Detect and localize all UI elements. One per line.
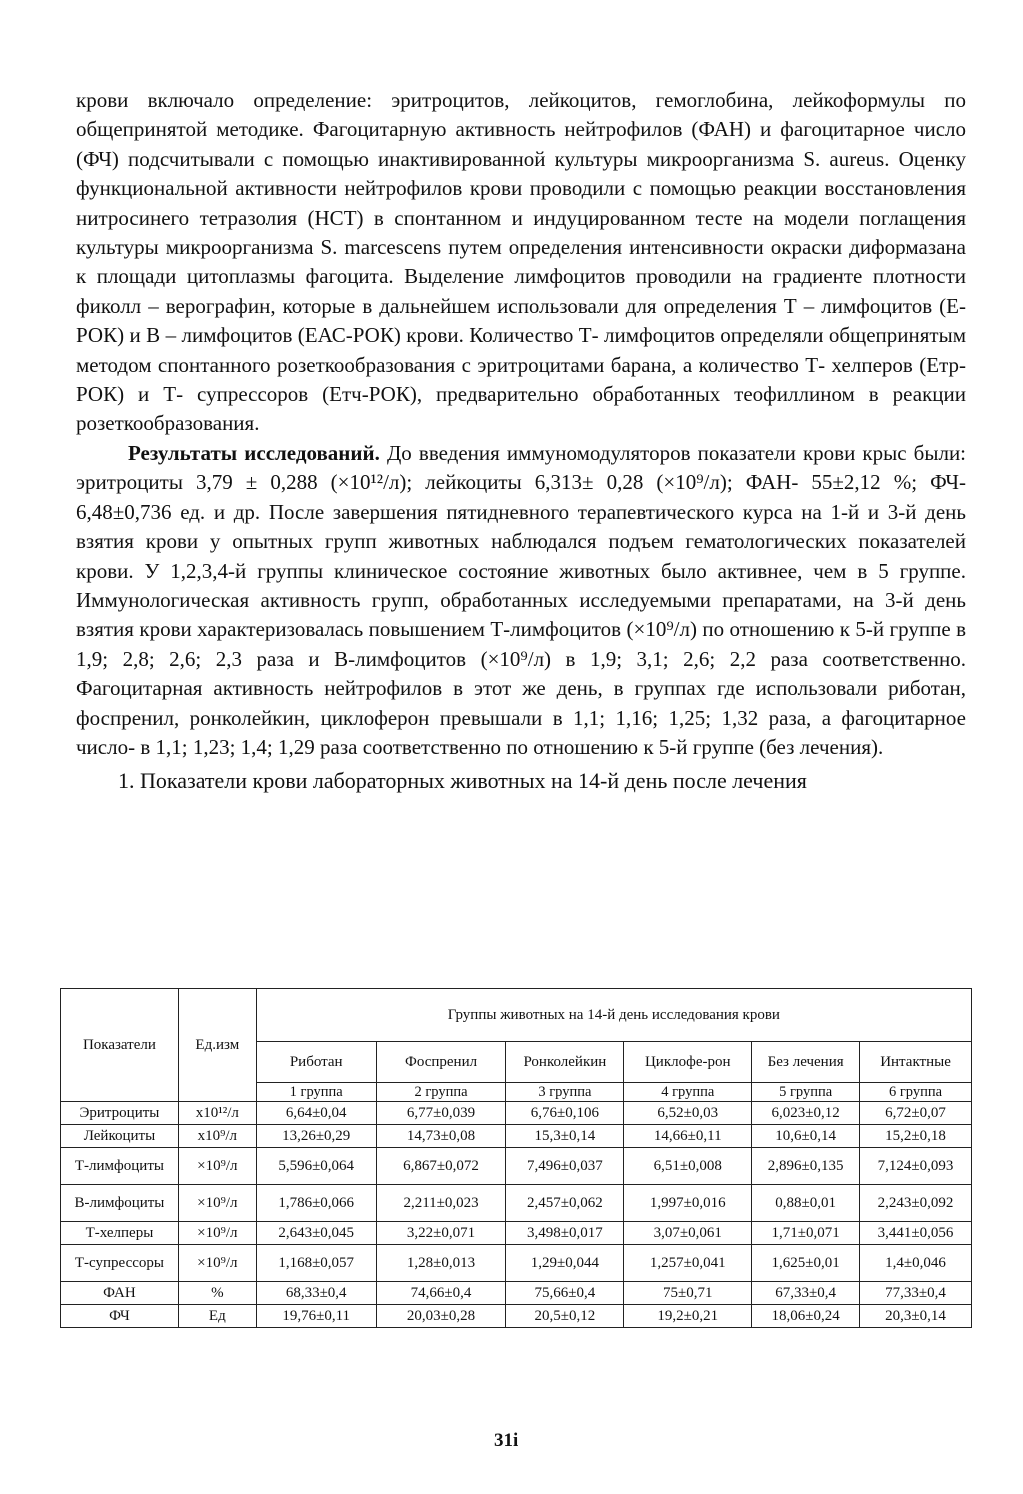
- row-value: 3,441±0,056: [860, 1222, 972, 1245]
- row-value: 1,786±0,066: [256, 1185, 376, 1222]
- row-value: 20,5±0,12: [506, 1305, 624, 1328]
- row-param: Т-хелперы: [61, 1222, 179, 1245]
- group-name: Циклофе-рон: [624, 1042, 752, 1083]
- row-value: 19,76±0,11: [256, 1305, 376, 1328]
- row-value: 3,22±0,071: [376, 1222, 506, 1245]
- group-number: 6 группа: [860, 1083, 972, 1102]
- row-value: 14,73±0,08: [376, 1125, 506, 1148]
- results-text: До введения иммуномодуляторов показатели крови крыс были: эритроциты 3,79 ± 0,288 (×10¹²/л); лейкоциты 6,313± 0,28 (×10⁹/л); ФАН- 55±2,12 %; ФЧ- 6,48±0,736 ед. и др. После завершения пятидневного терапевтического курса на 1-й и 3-й день взятия крови у опытных групп животных наблюдался подъем гематологических показателей крови. У 1,2,3,4-й группы клиническое состояние животных было активнее, чем в 5 группе. Иммунологическая активность групп, обработанных исследуемыми препаратами, на 3-й день взятия крови характеризовалась повышением Т-лимфоцитов (×10⁹/л) по отношению к 5-й группе в 1,9; 2,8; 2,6; 2,3 раза и В-лимфоцитов (×10⁹/л) в 1,9; 3,1; 2,6; 2,2 раза соответственно. Фагоцитарная активность нейтрофилов в этот же день, в группах где использовали риботан, фоспренил, ронколейкин, циклоферон превышали в 1,1; 1,16; 1,25; 1,32 раза, а фагоцитарное число- в 1,1; 1,23; 1,4; 1,29 раза соответственно по отношению к 5-й группе (без лечения).: [76, 440, 967, 759]
- table-row: [61, 1185, 972, 1222]
- row-value: 74,66±0,4: [376, 1282, 506, 1305]
- row-param: Т-супрессоры: [61, 1245, 179, 1282]
- row-value: 75±0,71: [624, 1282, 752, 1305]
- row-value: 6,64±0,04: [256, 1102, 376, 1125]
- row-value: 6,77±0,039: [376, 1102, 506, 1125]
- row-unit: ×10⁹/л: [178, 1148, 256, 1185]
- row-value: 75,66±0,4: [506, 1282, 624, 1305]
- row-value: 15,2±0,18: [860, 1125, 972, 1148]
- group-name: Ронколейкин: [506, 1042, 624, 1083]
- results-heading: Результаты исследований.: [128, 440, 380, 465]
- row-value: 2,211±0,023: [376, 1185, 506, 1222]
- row-value: 1,4±0,046: [860, 1245, 972, 1282]
- row-param: Эритроциты: [61, 1102, 179, 1125]
- row-value: 1,625±0,01: [752, 1245, 860, 1282]
- row-value: 1,168±0,057: [256, 1245, 376, 1282]
- group-number: 5 группа: [752, 1083, 860, 1102]
- row-value: 7,124±0,093: [860, 1148, 972, 1185]
- group-name: Без лечения: [752, 1042, 860, 1083]
- row-value: 3,07±0,061: [624, 1222, 752, 1245]
- methods-paragraph: крови включало определение: эритроцитов, лейкоцитов, гемоглобина, лейкоформулы по общепринятой методике. Фагоцитарную активность нейтрофилов (ФАН) и фагоцитарное число (ФЧ) подсчитывали с помощью инактивированной культуры микроорганизма S. aureus. Оценку функциональной активности нейтрофилов крови проводили с помощью реакции восстановления нитросинего тетразолия (НСТ) в спонтанном и индуцированном тесте на модели поглащения культуры микроорганизма S. marcescens путем определения интенсивности окраски диформазана к площади цитоплазмы фагоцита. Выделение лимфоцитов проводили на градиенте плотности фиколл – верографин, которые в дальнейшем использовали для определения Т – лимфоцитов (Е-РОК) и В – лимфоцитов (ЕАС-РОК) крови. Количество Т- лимфоцитов определяли общепринятым методом спонтанного розеткообразования с эритроцитами барана, а количество Т- хелперов (Етр-РОК) и Т- супрессоров (Етч-РОК), предварительно обработанных теофиллином в реакции розеткообразования.: [76, 88, 966, 436]
- row-unit: ×10⁹/л: [178, 1185, 256, 1222]
- row-value: 6,867±0,072: [376, 1148, 506, 1185]
- row-value: 15,3±0,14: [506, 1125, 624, 1148]
- page-number: 31i: [494, 1430, 519, 1451]
- table-row: [61, 1148, 972, 1185]
- row-value: 1,71±0,071: [752, 1222, 860, 1245]
- blood-indicators-table: [60, 988, 972, 1328]
- table-caption: 1. Показатели крови лабораторных животных на 14-й день после лечения: [118, 768, 807, 794]
- table-row: [61, 1282, 972, 1305]
- row-value: 18,06±0,24: [752, 1305, 860, 1328]
- row-value: 6,023±0,12: [752, 1102, 860, 1125]
- row-value: 13,26±0,29: [256, 1125, 376, 1148]
- row-value: 2,896±0,135: [752, 1148, 860, 1185]
- row-unit: x10⁹/л: [178, 1125, 256, 1148]
- results-paragraph: [76, 439, 966, 762]
- row-value: 5,596±0,064: [256, 1148, 376, 1185]
- row-value: 20,03±0,28: [376, 1305, 506, 1328]
- row-value: 14,66±0,11: [624, 1125, 752, 1148]
- row-value: 1,257±0,041: [624, 1245, 752, 1282]
- table-row: [61, 1245, 972, 1282]
- row-param: Т-лимфоциты: [61, 1148, 179, 1185]
- row-value: 2,457±0,062: [506, 1185, 624, 1222]
- row-value: 1,997±0,016: [624, 1185, 752, 1222]
- page-body: [76, 86, 966, 796]
- row-param: Лейкоциты: [61, 1125, 179, 1148]
- row-value: 20,3±0,14: [860, 1305, 972, 1328]
- group-number: 1 группа: [256, 1083, 376, 1102]
- row-param: ФЧ: [61, 1305, 179, 1328]
- header-param: Показатели: [61, 989, 179, 1102]
- header-unit: Ед.изм: [178, 989, 256, 1102]
- row-unit: Ед: [178, 1305, 256, 1328]
- row-unit: ×10⁹/л: [178, 1245, 256, 1282]
- row-value: 2,643±0,045: [256, 1222, 376, 1245]
- row-value: 10,6±0,14: [752, 1125, 860, 1148]
- row-value: 67,33±0,4: [752, 1282, 860, 1305]
- row-value: 19,2±0,21: [624, 1305, 752, 1328]
- row-value: 1,28±0,013: [376, 1245, 506, 1282]
- row-value: 2,243±0,092: [860, 1185, 972, 1222]
- row-value: 6,51±0,008: [624, 1148, 752, 1185]
- group-name: Интактные: [860, 1042, 972, 1083]
- table-row: [61, 1222, 972, 1245]
- header-groups: Группы животных на 14-й день исследования крови: [256, 989, 971, 1042]
- group-name: Фоспренил: [376, 1042, 506, 1083]
- group-number: 3 группа: [506, 1083, 624, 1102]
- table-row: [61, 1102, 972, 1125]
- row-value: 7,496±0,037: [506, 1148, 624, 1185]
- row-value: 3,498±0,017: [506, 1222, 624, 1245]
- row-param: ФАН: [61, 1282, 179, 1305]
- row-value: 6,52±0,03: [624, 1102, 752, 1125]
- row-value: 6,72±0,07: [860, 1102, 972, 1125]
- row-value: 0,88±0,01: [752, 1185, 860, 1222]
- group-number: 2 группа: [376, 1083, 506, 1102]
- row-value: 77,33±0,4: [860, 1282, 972, 1305]
- row-unit: ×10⁹/л: [178, 1222, 256, 1245]
- group-number: 4 группа: [624, 1083, 752, 1102]
- row-unit: %: [178, 1282, 256, 1305]
- table-row: [61, 1305, 972, 1328]
- row-unit: x10¹²/л: [178, 1102, 256, 1125]
- row-param: В-лимфоциты: [61, 1185, 179, 1222]
- row-value: 1,29±0,044: [506, 1245, 624, 1282]
- row-value: 68,33±0,4: [256, 1282, 376, 1305]
- table-row: [61, 1125, 972, 1148]
- row-value: 6,76±0,106: [506, 1102, 624, 1125]
- group-name: Риботан: [256, 1042, 376, 1083]
